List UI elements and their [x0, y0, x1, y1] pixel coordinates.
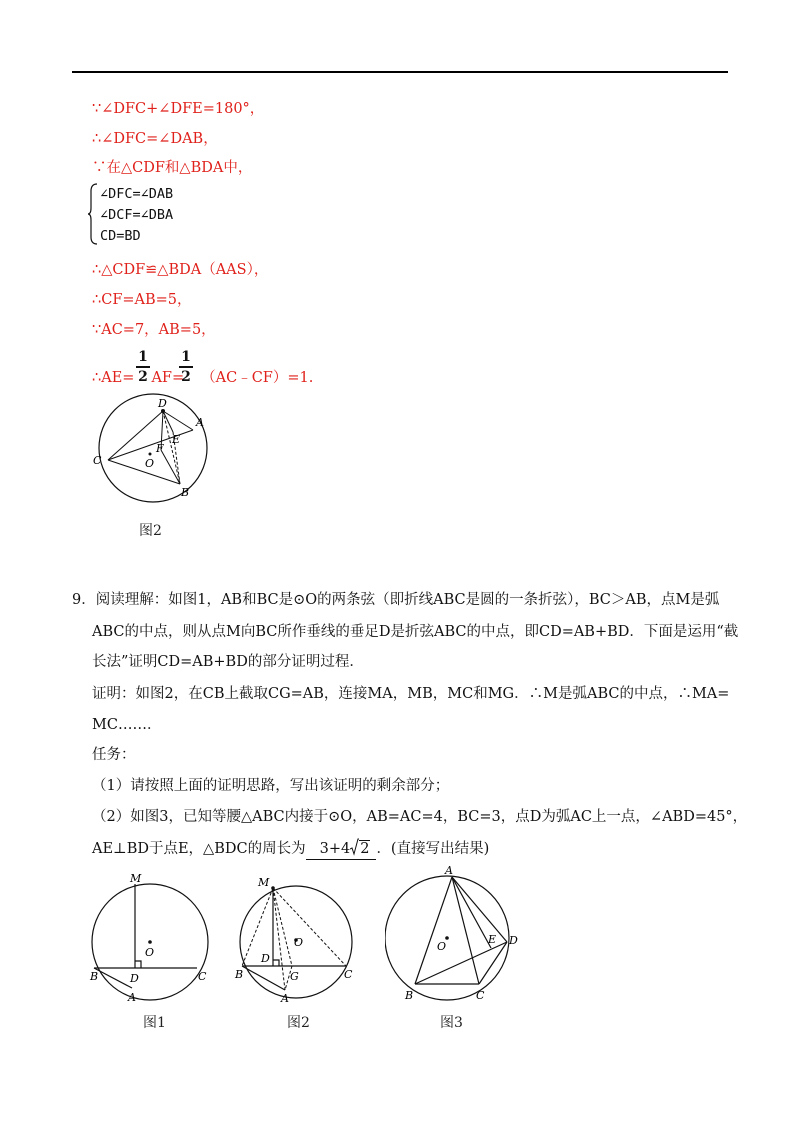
fig-top-label-a: A [196, 416, 204, 429]
fig-top-label-c: C [93, 454, 102, 467]
fig1-label-o: O [145, 946, 155, 959]
fig3-label-c: C [476, 989, 485, 1002]
solution-line-7-mid: AF= [151, 370, 185, 386]
fig2-label-c: C [344, 968, 353, 981]
fig3-label-e: E [488, 933, 497, 946]
problem-line-9 [92, 838, 489, 860]
answer-blank [306, 838, 377, 860]
figure-2-bottom [230, 872, 360, 1032]
solution-line-4: ∴△CDF≌△BDA（AAS）， [92, 262, 269, 278]
solution-line-1: ∵∠DFC+∠DFE=180°， [92, 101, 265, 117]
fig1-label-m: M [130, 872, 142, 885]
figure-2-bottom-caption: 图2 [287, 1015, 310, 1031]
problem-line-4: 证明：如图2，在CB上截取CG=AB，连接MA，MB，MC和MG．∴M是弧ABC的中点，∴MA= [92, 686, 730, 702]
problem-line-3: 长法”证明CD=AB+BD的部分证明过程． [92, 654, 364, 670]
fraction-numerator: 1 [138, 349, 148, 365]
figure-1 [88, 870, 218, 1030]
figure-3 [385, 860, 525, 1020]
fig1-label-c: C [198, 970, 207, 983]
fig1-label-b: B [90, 970, 99, 983]
problem-line-2: ABC的中点，则从点M向BC所作垂线的垂足D是折弦ABC的中点，即CD=AB+BD．下面是运用“截 [92, 624, 739, 640]
fig3-label-d: D [509, 934, 518, 947]
solution-line-5: ∴CF=AB=5， [92, 292, 192, 308]
figure-caption: 图2 [139, 523, 162, 539]
fraction-half-2 [179, 349, 193, 385]
sqrt-radicand: 2 [360, 841, 370, 857]
solution-line-7 [92, 368, 313, 388]
fig-top-label-f: F [156, 442, 164, 455]
header-rule [72, 71, 728, 73]
fig3-label-o: O [437, 940, 447, 953]
solution-line-3: ∵在△CDF和△BDA中， [92, 160, 253, 176]
problem-line-6: 任务： [92, 747, 136, 763]
problem-line-1: 9．阅读理解：如图1，AB和BC是⊙O的两条弦（即折线ABC是圆的一条折弦），BC＞AB，点M是弧 [72, 592, 720, 608]
solution-line-6: ∵AC=7，AB=5， [92, 322, 216, 338]
fig-top-label-b: B [181, 486, 190, 499]
fig1-label-d: D [130, 972, 139, 985]
sqrt-symbol [350, 838, 370, 859]
fig1-label-a: A [128, 991, 136, 1004]
solution-line-2: ∴∠DFC=∠DAB， [92, 131, 218, 147]
system-eq-3: CD=BD [100, 228, 141, 244]
system-eq-1: ∠DFC=∠DAB [100, 186, 174, 202]
solution-line-7-end: （AC﹣CF）=1. [201, 370, 314, 386]
figure-3-caption: 图3 [440, 1015, 463, 1031]
problem-line-5: MC……． [92, 717, 162, 733]
fig-top-label-d: D [158, 397, 167, 410]
problem-line-8: （2）如图3，已知等腰△ABC内接于⊙O，AB=AC=4，BC=3，点D为弧AC上一点，∠ABD=45°， [92, 809, 748, 825]
figure-2-top [85, 392, 215, 512]
problem-line-7: （1）请按照上面的证明思路，写出该证明的剩余部分； [92, 778, 450, 794]
fraction-denominator: 2 [138, 368, 148, 385]
figure-1-caption: 图1 [143, 1015, 166, 1031]
solution-line-7-start: ∴AE= [92, 370, 135, 386]
system-eq-2: ∠DCF=∠DBA [100, 207, 174, 223]
fig-top-label-e: E [172, 433, 181, 446]
fig3-label-b: B [405, 989, 414, 1002]
fraction-half-1 [136, 349, 150, 385]
fraction-numerator: 1 [181, 349, 191, 365]
fig2-label-g: G [290, 970, 299, 983]
system-brace [88, 183, 98, 245]
problem-line-9-end: ．(直接写出结果) [376, 841, 490, 857]
fig2-label-m: M [258, 876, 270, 889]
answer-value: 3+4 [319, 841, 351, 857]
fig2-label-d: D [261, 952, 270, 965]
fig2-label-o: O [294, 936, 304, 949]
fig3-label-a: A [445, 864, 453, 877]
fraction-denominator: 2 [181, 368, 191, 385]
problem-line-9-text: AE⊥BD于点E，△BDC的周长为 [92, 841, 306, 857]
fig2-label-b: B [235, 968, 244, 981]
fig2-label-a: A [281, 992, 289, 1005]
fig-top-label-o: O [145, 457, 155, 470]
